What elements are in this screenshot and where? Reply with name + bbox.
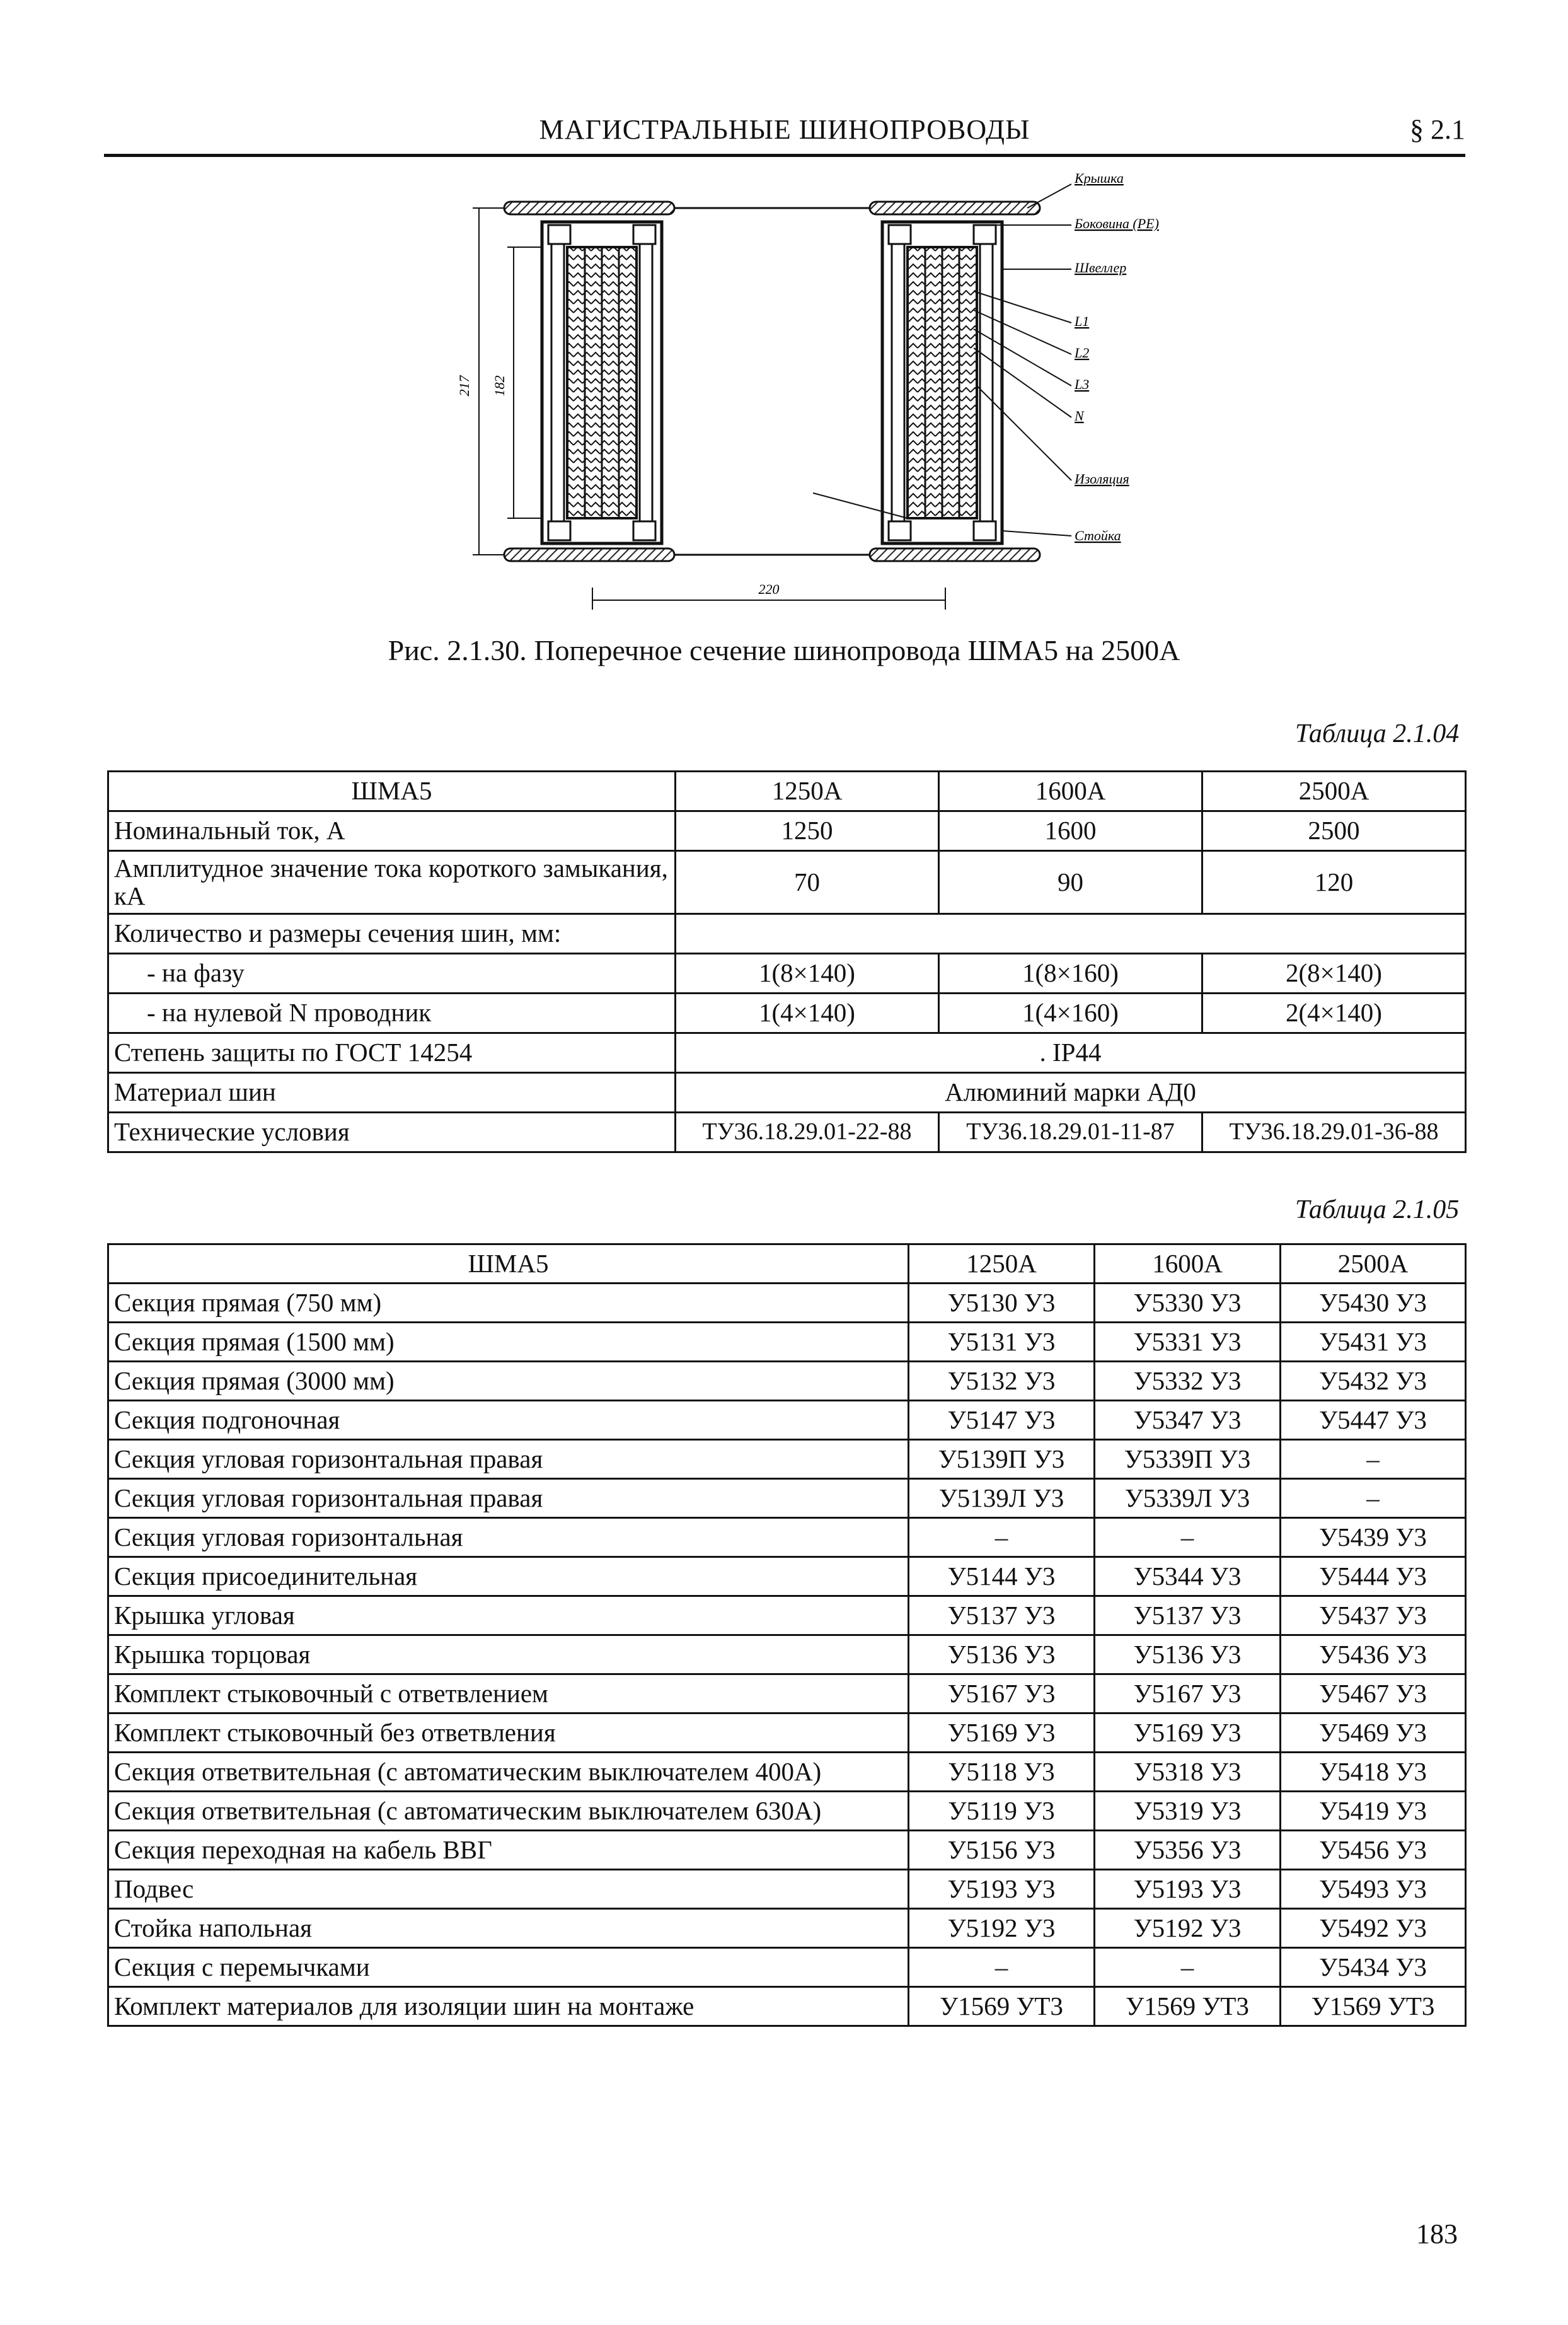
table-cell: 70 (676, 851, 939, 914)
table-cell: У1569 УТ3 (1095, 1987, 1281, 2026)
table-row (108, 851, 1466, 914)
table-cell: У5119 У3 (909, 1792, 1095, 1831)
table-row (108, 811, 1466, 851)
table-cell: Секция прямая (3000 мм) (108, 1362, 909, 1401)
label-insulation: Изоляция (1075, 471, 1129, 487)
table2-caption: Таблица 2.1.05 (1295, 1195, 1460, 1224)
header-title: МАГИСТРАЛЬНЫЕ ШИНОПРОВОДЫ (539, 114, 1030, 145)
table-cell: Секция ответвительная (с автоматическим выключателем 400А) (108, 1753, 909, 1792)
table-cell: – (909, 1518, 1095, 1557)
table-cell: У5432 У3 (1281, 1362, 1466, 1401)
figure-caption: Рис. 2.1.30. Поперечное сечение шинопровода ШМА5 на 2500А (388, 634, 1180, 666)
table-row (108, 1518, 1466, 1557)
table-row (108, 1033, 1466, 1073)
table-cell: Секция угловая горизонтальная правая (108, 1479, 909, 1518)
table-cell: Комплект стыковочный без ответвления (108, 1713, 909, 1753)
table-cell: У5144 У3 (909, 1557, 1095, 1596)
table-cell: У5347 У3 (1095, 1401, 1281, 1440)
table1-caption: Таблица 2.1.04 (1295, 719, 1460, 748)
table-row (108, 1909, 1466, 1948)
table-cell: У5139П У3 (909, 1440, 1095, 1479)
table-row (108, 1635, 1466, 1674)
table-cell: ТУ36.18.29.01-22-88 (676, 1113, 939, 1152)
dim-height-outer: 217 (456, 375, 472, 397)
table-cell: Секция угловая горизонтальная (108, 1518, 909, 1557)
table-cell: Крышка угловая (108, 1596, 909, 1635)
table-cell: 120 (1202, 851, 1466, 914)
table-cell: - на фазу (108, 954, 676, 994)
table-row (108, 1596, 1466, 1635)
table-cell: Амплитудное значение тока короткого замыкания, кА (108, 851, 676, 914)
table-cell: Алюминий марки АД0 (676, 1073, 1466, 1113)
label-l1: L1 (1075, 313, 1090, 329)
table-cell: У5332 У3 (1095, 1362, 1281, 1401)
table-header-cell: 1600А (939, 772, 1202, 811)
table-row (108, 1557, 1466, 1596)
table-row (108, 1870, 1466, 1909)
table-cell: У5439 У3 (1281, 1518, 1466, 1557)
table-cell: Стойка напольная (108, 1909, 909, 1948)
table-row (108, 994, 1466, 1033)
table-cell: У5147 У3 (909, 1401, 1095, 1440)
label-l3: L3 (1075, 376, 1090, 392)
table-cell: Комплект стыковочный с ответвлением (108, 1674, 909, 1713)
table-cell: Секция присоединительная (108, 1557, 909, 1596)
table-row (108, 1987, 1466, 2026)
table-2-1-04 (107, 770, 1467, 1153)
table-cell: Номинальный ток, А (108, 811, 676, 851)
table-cell: – (1095, 1948, 1281, 1987)
table-header-cell: 2500А (1281, 1244, 1466, 1284)
table-row (108, 1753, 1466, 1792)
table-header-cell: 1600А (1095, 1244, 1281, 1284)
table-cell: У5447 У3 (1281, 1401, 1466, 1440)
table-header-cell: 1250А (909, 1244, 1095, 1284)
table-cell: Количество и размеры сечения шин, мм: (108, 914, 676, 954)
table-cell: Секция угловая горизонтальная правая (108, 1440, 909, 1479)
table-cell: У1569 УТ3 (909, 1987, 1095, 2026)
table-cell: Секция подгоночная (108, 1401, 909, 1440)
header-section: § 2.1 (1410, 114, 1465, 145)
table-cell: У5444 У3 (1281, 1557, 1466, 1596)
table-cell: У5419 У3 (1281, 1792, 1466, 1831)
page-header (104, 113, 1465, 157)
table-cell: У5418 У3 (1281, 1753, 1466, 1792)
table-cell: Секция ответвительная (с автоматическим выключателем 630А) (108, 1792, 909, 1831)
table-cell: У5436 У3 (1281, 1635, 1466, 1674)
label-n: N (1075, 408, 1084, 424)
table-header-row (108, 1244, 1466, 1284)
table-cell: У5437 У3 (1281, 1596, 1466, 1635)
table-row (108, 1479, 1466, 1518)
table-cell: 1600 (939, 811, 1202, 851)
label-post: Стойка (1075, 528, 1121, 543)
table-cell: Секция с перемычками (108, 1948, 909, 1987)
table-cell: – (1281, 1479, 1466, 1518)
table-cell: У5137 У3 (909, 1596, 1095, 1635)
table-cell: У5339Л У3 (1095, 1479, 1281, 1518)
cover-top-left (504, 202, 674, 214)
table-cell: У1569 УТ3 (1281, 1987, 1466, 2026)
table-cell: Материал шин (108, 1073, 676, 1113)
dim-width: 220 (758, 581, 780, 597)
table-cell: У5169 У3 (1095, 1713, 1281, 1753)
table-cell: ТУ36.18.29.01-36-88 (1202, 1113, 1466, 1152)
table-cell: - на нулевой N проводник (108, 994, 676, 1033)
table-cell: У5139Л У3 (909, 1479, 1095, 1518)
table-cell: У5131 У3 (909, 1323, 1095, 1362)
table-cell: 90 (939, 851, 1202, 914)
cover-bottom-left (504, 548, 674, 561)
table-cell: У5169 У3 (909, 1713, 1095, 1753)
table-cell: 1(4×140) (676, 994, 939, 1033)
table-cell: У5136 У3 (909, 1635, 1095, 1674)
table-row (108, 1113, 1466, 1152)
table-row (108, 1713, 1466, 1753)
cover-top-right (870, 202, 1040, 214)
table-row (108, 1362, 1466, 1401)
table-header-row (108, 772, 1466, 811)
table-header-cell: 1250А (676, 772, 939, 811)
table-cell: 1(8×140) (676, 954, 939, 994)
table-cell: У5137 У3 (1095, 1596, 1281, 1635)
label-cover: Крышка (1075, 170, 1124, 186)
table-cell: – (1281, 1440, 1466, 1479)
table-cell: 1(4×160) (939, 994, 1202, 1033)
table-cell: 1(8×160) (939, 954, 1202, 994)
table-cell: Степень защиты по ГОСТ 14254 (108, 1033, 676, 1073)
cross-section-drawing (441, 165, 1185, 613)
table-2-1-05 (107, 1243, 1467, 2027)
table-cell: У5456 У3 (1281, 1831, 1466, 1870)
table-cell: У5192 У3 (1095, 1909, 1281, 1948)
table-cell: 2(8×140) (1202, 954, 1466, 994)
table-cell: У5318 У3 (1095, 1753, 1281, 1792)
table-cell: У5331 У3 (1095, 1323, 1281, 1362)
table-cell: Секция переходная на кабель ВВГ (108, 1831, 909, 1870)
table-cell: У5132 У3 (909, 1362, 1095, 1401)
table-cell: – (1095, 1518, 1281, 1557)
table-cell: ТУ36.18.29.01-11-87 (939, 1113, 1202, 1152)
table-cell: У5356 У3 (1095, 1831, 1281, 1870)
table-row (108, 914, 1466, 954)
table-cell: У5136 У3 (1095, 1635, 1281, 1674)
table-header-cell: 2500А (1202, 772, 1466, 811)
table-cell: У5330 У3 (1095, 1284, 1281, 1323)
label-channel: Швеллер (1075, 260, 1127, 275)
table-cell: У5319 У3 (1095, 1792, 1281, 1831)
label-l2: L2 (1075, 345, 1090, 361)
table-row (108, 1792, 1466, 1831)
table-cell: У5434 У3 (1281, 1948, 1466, 1987)
table-cell: У5192 У3 (909, 1909, 1095, 1948)
table-cell: Крышка торцовая (108, 1635, 909, 1674)
table-cell: У5130 У3 (909, 1284, 1095, 1323)
dim-height-inner: 182 (492, 375, 507, 397)
table-cell: У5493 У3 (1281, 1870, 1466, 1909)
table-cell: Подвес (108, 1870, 909, 1909)
table-cell: У5167 У3 (1095, 1674, 1281, 1713)
table-cell: 1250 (676, 811, 939, 851)
label-side-pe: Боковина (PE) (1075, 216, 1159, 231)
cross-section-figure (441, 165, 1185, 613)
table-cell: У5431 У3 (1281, 1323, 1466, 1362)
table-row (108, 1073, 1466, 1113)
table-cell: Технические условия (108, 1113, 676, 1152)
table-cell: У5469 У3 (1281, 1713, 1466, 1753)
table-header-cell: ШМА5 (108, 772, 676, 811)
table-cell: Комплект материалов для изоляции шин на монтаже (108, 1987, 909, 2026)
table-row (108, 1323, 1466, 1362)
table-cell-empty (676, 914, 1466, 954)
table-cell: У5430 У3 (1281, 1284, 1466, 1323)
table-cell: У5167 У3 (909, 1674, 1095, 1713)
table-cell: – (909, 1948, 1095, 1987)
table-cell: У5344 У3 (1095, 1557, 1281, 1596)
table-cell: . IP44 (676, 1033, 1466, 1073)
table-cell: У5339П У3 (1095, 1440, 1281, 1479)
table-row (108, 1831, 1466, 1870)
table-row (108, 954, 1466, 994)
table-cell: У5156 У3 (909, 1831, 1095, 1870)
table-row (108, 1948, 1466, 1987)
page-number: 183 (1416, 2218, 1458, 2249)
table-cell: У5492 У3 (1281, 1909, 1466, 1948)
table-row (108, 1284, 1466, 1323)
table-cell: 2500 (1202, 811, 1466, 851)
table-header-cell: ШМА5 (108, 1244, 909, 1284)
table-cell: Секция прямая (750 мм) (108, 1284, 909, 1323)
table-cell: У5193 У3 (909, 1870, 1095, 1909)
table-cell: Секция прямая (1500 мм) (108, 1323, 909, 1362)
table-cell: У5193 У3 (1095, 1870, 1281, 1909)
table-cell: У5467 У3 (1281, 1674, 1466, 1713)
table-row (108, 1401, 1466, 1440)
table-cell: 2(4×140) (1202, 994, 1466, 1033)
table-row (108, 1440, 1466, 1479)
table-row (108, 1674, 1466, 1713)
table-cell: У5118 У3 (909, 1753, 1095, 1792)
cover-bottom-right (870, 548, 1040, 561)
